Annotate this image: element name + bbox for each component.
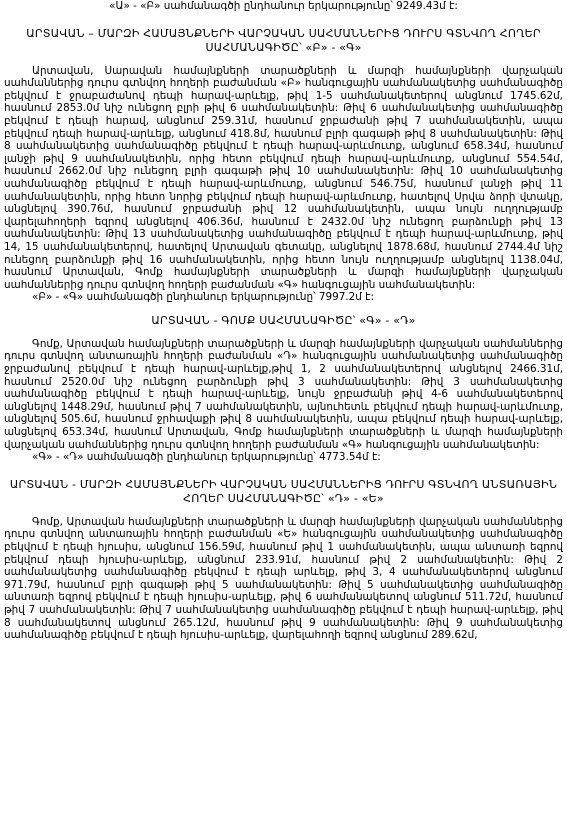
section-3-heading-line-2: ՀՈՂԵՐ ՍԱՀՄԱՆԱԳԻԾԸ՝ «Դ» - «Ե»: [183, 491, 384, 505]
document-page: [4, 0, 563, 642]
section-2-total: «Գ» - «Դ» սահմանագծի ընդհանուր երկարությունը՝ 4773.54մ է:: [32, 451, 381, 464]
section-0-total: «Ա» - «Բ» սահմանագծի ընդհանուր երկարությունը՝ 9249.43մ է:: [109, 0, 458, 12]
section-1-total: «Բ» - «Գ» սահմանագծի ընդհանուր երկարությունը՝ 7997.2մ է:: [32, 291, 374, 304]
section-2-body: Գոմք, Արտավան համայնքների տարածքների և մարզի համայնքների վարչական սահմաններից դուրս գտնվող անտառային հողերի բաժանման «Դ» հանգուցային սահմանակետից սահմանագիծը ջրբաժանով բեկվում է դեպի հարավ-արևելք,թիվ 1, 2 սահմանակետերով անցնելով 2466.31մ, հասնում 2520.0մ նիշ ունեցող բարձունքի թիվ 3 սահմանակետին: Թիվ 3 սահմանակետից սահմանագիծը բեկվում է դեպի հարավ-արևելք, նույն ջրբաժանի թիվ 4-6 սահմանակետերով անցնելով 1448.29մ, հասնում թիվ 7 սահմանակետին, այնուհետև բեկվում դեպի հարավ-արևմուտք, անցնելով 505.6մ, հասնում ջրհավաքի թիվ 8 սահմանակետին, ապա բեկվում դեպի հարավ-արևելք, անցնելով 653.34մ, հասնում Արտավան, Գոմք համայնքների տարածքների և մարզի համայնքների վարչական սահմաններից դուրս գտնվող հողերի բաժանման «Գ» հանգուցային սահմանակետին:: [4, 337, 563, 451]
section-1-heading-line-2: ՍԱՀՄԱՆԱԳԻԾԸ՝ «Բ» - «Գ»: [205, 40, 362, 54]
section-2-heading: ԱՐՏԱՎԱՆ - ԳՈՄՔ ՍԱՀՄԱՆԱԳԻԾԸ՝ «Գ» - «Դ»: [151, 313, 416, 327]
section-1-body: Արտավան, Սարավան համայնքների տարածքների և մարզի համայնքների վարչական սահմաններից դուրս գտնվող հողերի բաժանման «Բ» հանգուցային սահմանակետից սահմանագիծը բեկվում է ջրաբաժանով դեպի հարավ-արևելք, թիվ 1-5 սահմանակետերով անցնում 1745.62մ, հասնում 2853.0մ նիշ ունեցող բլրի թիվ 6 սահմանակետին: Թիվ 6 սահմանակետից սահմանագիծը բեկվում է դեպի հարավ, անցնում 259.31մ, հասնում ջրբաժանի թիվ 7 սահմանակետին, ապա բեկվում դեպի հարավ-արևելք, անցնում 418.8մ, հասնում բլրի գագաթի թիվ 8 սահմանակետին: Թիվ 8 սահմանակետից սահմանագիծը բեկվում է դեպի հարավ-արևմուտք, անցնում 658.34մ, հասնում լանջի թիվ 9 սահմանակետին, որից հետո բեկվում դեպի հարավ-արևմուտք, անցնում 554.54մ, հասնում 2662.0մ նիշ ունեցող բլրի գագաթի թիվ 10 սահմանակետին: Թիվ 10 սահմանակետից սահմանագիծը բեկվում է դեպի հարավ-արևմուտք, անցնում 546.75մ, հասնում լանջի թիվ 11 սահմանակետին, որից հետո նորից բեկվում դեպի հարավ-արևմուտք, հատելով Սրվա ձորի վտակը, անցնելով 390.76մ, հասնում ջրբաժանի թիվ 12 սահմանակետին, ապա նույն ուղղությամբ վարելահողերի եզրով անցնելով 406.36մ, հասնում է 2432.0մ նիշ ունեցող բարձունքի թիվ 13 սահմանակետին: Թիվ 13 սահմանակետից սահմանագիծը բեկվում է դեպի հարավ-արևմուտք, թիվ 14, 15 սահմանակետերով, հատելով Արտավան գետակը, անցնելով 1878.68մ, հասնում 2744.4մ նիշ ունեցող բարձունքի թիվ 16 սահմանակետին, որից հետո նույն ուղղությամբ անցնելով 1138.04մ, հասնում Արտավան, Գոմք համայնքների տարածքների և մարզի համայնքների վարչական սահմաններից դուրս գտնվող հողերի բաժանման «Գ» հանգուցային սահմանակետին:: [4, 64, 563, 291]
section-1-heading-line-1: ԱՐՏԱՎԱՆ – ՄԱՐԶԻ ՀԱՄԱՅՆՔՆԵՐԻ ՎԱՐՉԱԿԱՆ ՍԱՀՄԱՆՆԵՐԻՑ ԴՈՒՐՍ ԳՏՆՎՈՂ ՀՈՂԵՐ: [26, 26, 541, 40]
section-3-heading-line-1: ԱՐՏԱՎԱՆ - ՄԱՐԶԻ ՀԱՄԱՅՆՔՆԵՐԻ ՎԱՐՉԱԿԱՆ ՍԱՀՄԱՆՆԵՐԻՑ ԴՈՒՐՍ ԳՏՆՎՈՂ ԱՆՏԱՌԱՅԻՆ: [9, 477, 558, 491]
section-3-body: Գոմք, Արտավան համայնքների տարածքների և մարզի համայնքների վարչական սահմաններից դուրս գտնվող անտառային հողերի բաժանման «Ե» հանգուցային սահմանակետից սահմանագիծը բեկվում է դեպի հյուսիս, անցնում 156.59մ, հասնում թիվ 1 սահմանակետին, ապա անտառի եզրով բեկվում դեպի հյուսիս-արևելք, անցնում 233.91մ, հասնում թիվ 2 սահմանակետին: Թիվ 2 սահմանակետից սահմանագիծը բեկվում է դեպի արևելք, թիվ 3, 4 սահմանակետերով անցնում 971.79մ, հասնում բլրի գագաթի թիվ 5 սահմանակետին: Թիվ 5 սահմանակետից սահմանագիծը անտառի եզրով բեկվում է դեպի հյուսիս-արևելք, թիվ 6 սահմանակետով անցնում 511.72մ, հասնում թիվ 7 սահմանակետին: Թիվ 7 սահմանակետից սահմանագիծը բեկվում է դեպի հարավ-արևելք, թիվ 8 սահմանակետով անցնում 265.12մ, հասնում թիվ 9 սահմանակետին: Թիվ 9 սահմանակետից սահմանագիծը բեկվում է դեպի հյուսիս-արևելք, վարելահողի եզրով անցնում 289.62մ,: [4, 515, 563, 642]
